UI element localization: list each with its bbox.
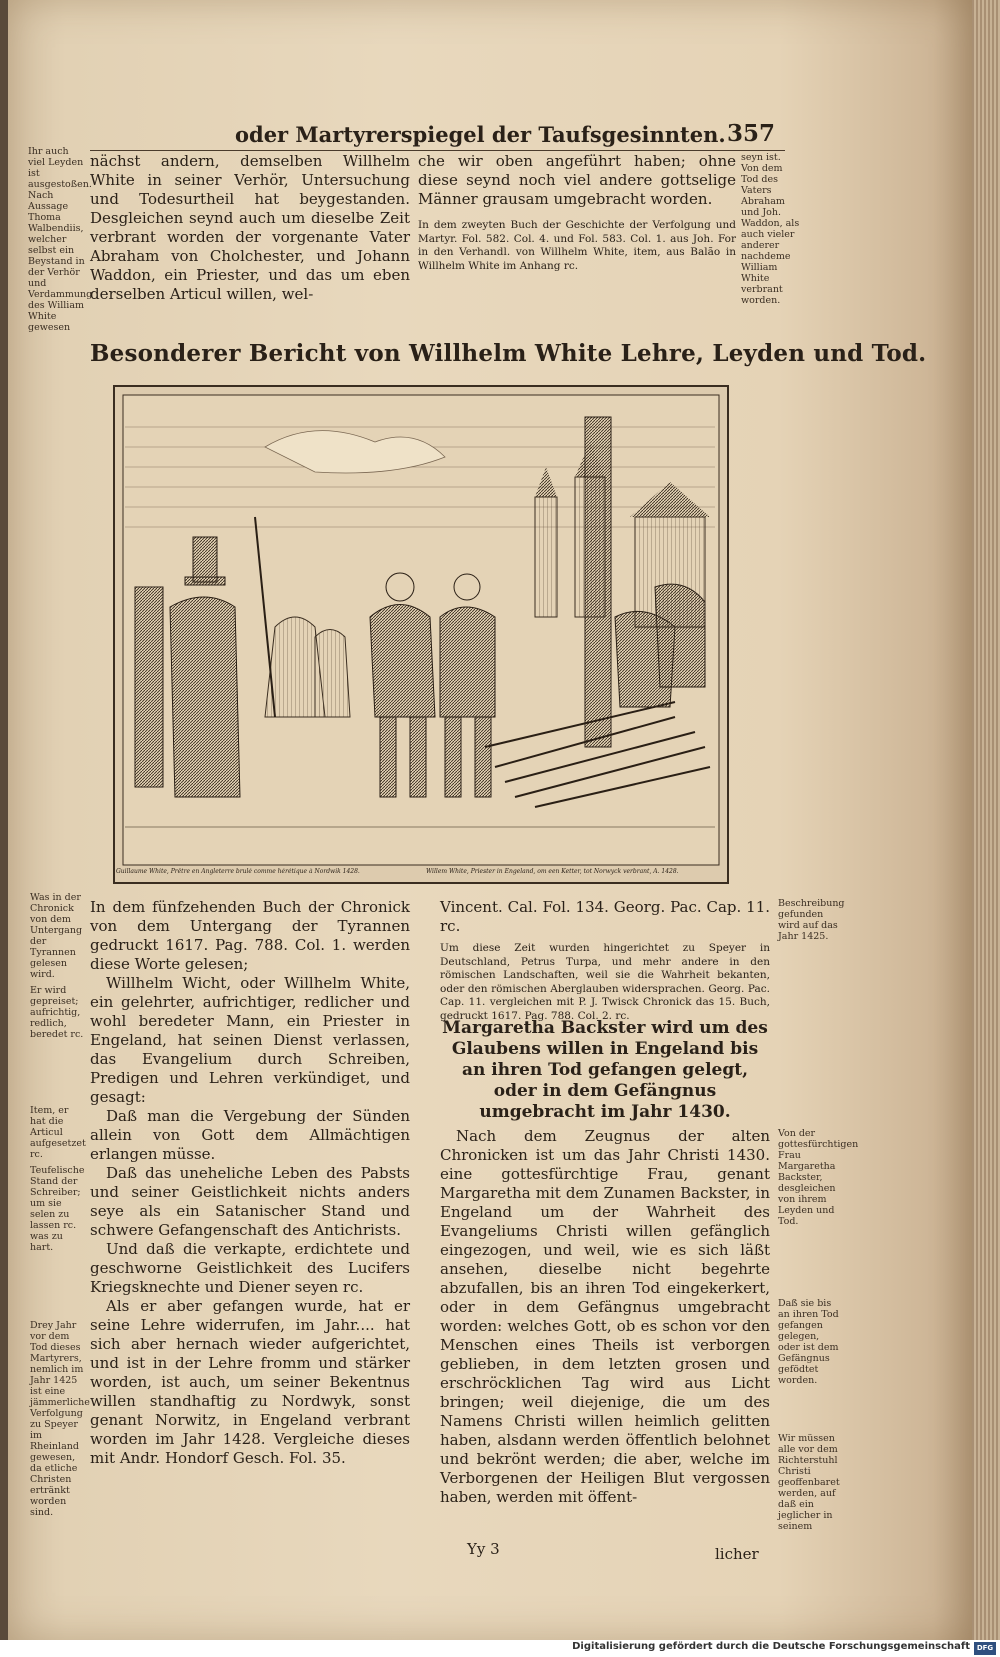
top-right-text: che wir oben angeführt haben; ohne diese seynd noch viel andere gottselige Männer grausam umgebracht worden. xyxy=(418,152,736,208)
subheading-margaretha: Margaretha Backster wird um des Glaubens willen in Engeland bis an ihren Tod gefangen gelegt, oder in dem Gefängnus umgebracht im Jahr 1430. xyxy=(442,1018,768,1122)
dfg-logo-icon: DFG xyxy=(974,1642,996,1655)
margin-note-praised: Er wird gepreiset; aufrichtig, redlich, beredet rc. xyxy=(30,985,84,1040)
top-left-text: nächst andern, demselben Willhelm White in seiner Verhör, Untersuchung und Todesurtheil hat beygestanden. Desgleichen seynd auch um dieselbe Zeit verbrant worden der vorgenante Vater Abraham von Cholchester, und Johann Waddon, ein Priester, und das um eben derselben Articul willen, wel- xyxy=(90,152,410,303)
signature-mark: Yy 3 xyxy=(467,1540,500,1558)
margin-note-judgment: Wir müssen alle vor dem Richterstuhl Christi geoffenbaret werden, auf daß ein jeglicher in seinem xyxy=(778,1433,840,1532)
paragraph-forgiveness: Daß man die Vergebung der Sünden allein von Gott dem Allmächtigen erlangen müsse. xyxy=(90,1107,410,1163)
bottom-right-column-top xyxy=(440,898,770,1023)
footnote-speyer: Um diese Zeit wurden hingerichtet zu Speyer in Deutschland, Petrus Turpa, und mehr andere in den römischen Landschaften, weil sie die Wahrheit bekanten, oder den römischen Aberglauben widersprachen. Georg. Pac. Cap. 11. vergleichen mit P. J. Twisck Chronick das 15. Buch, gedruckt 1617. Pag. 788. Col. 2. rc. xyxy=(440,942,770,1022)
paragraph-pope: Daß das uneheliche Leben des Pabsts und seiner Geistlichkeit nichts anders seye als ein Satanischer Stand und schwere Gefangenschaft des Antichrists. xyxy=(90,1164,410,1239)
engraving-illustration xyxy=(113,385,729,884)
top-right-reference: In dem zweyten Buch der Geschichte der Verfolgung und Martyr. Fol. 582. Col. 4. und Fol. 583. Col. 1. aus Joh. For in den Verhandl. von Willhelm White, item, aus Balão in Willhelm White im Anhang rc. xyxy=(418,219,736,272)
paragraph-margaretha: Nach dem Zeugnus der alten Chronicken ist um das Jahr Christi 1430. eine gottesfürchtige Frau, genant Margaretha mit dem Zunamen Backster, in Engeland um der Wahrheit des Evangeliums Christi willen gefänglich eingezogen, und weil, wie es sich läßt ansehen, dieselbe nicht begehrte abzufallen, bis an ihren Tod eingekerkert, oder in dem Gefängnus umgebracht worden: welches Gott, ob es schon vor den Menschen eines Theils ist verborgen geblieben, in dem letzten grosen und erschröcklichen Tag wird aus Licht bringen; weil diejenige, die um des Namens Christi willen heimlich gelitten haben, alsdann werden öffentlich belohnet und bekrönt werden; die aber, welche im Verborgenen der Heiligen Blut vergossen haben, werden mit öffent- xyxy=(440,1127,770,1506)
page-number: 357 xyxy=(727,120,776,147)
reference-line: Vincent. Cal. Fol. 134. Georg. Pac. Cap. 11. rc. xyxy=(440,898,770,935)
margin-note-articles: Item, er hat die Articul aufgesetzet rc. xyxy=(30,1105,86,1160)
digitization-notice: Digitalisierung gefördert durch die Deutsche Forschungsgemeinschaft xyxy=(572,1641,970,1652)
margin-note-description: Beschreibung gefunden wird auf das Jahr 1425. xyxy=(778,898,845,942)
section-heading: Besonderer Bericht von Willhelm White Lehre, Leyden und Tod. xyxy=(90,340,927,367)
margin-note-chronicle: Was in der Chronick von dem Untergang der Tyrannen gelesen wird. xyxy=(30,892,83,980)
engraving-caption-french: Guillaume White, Prêtre en Angleterre brulé comme hérétique à Nordwik 1428. xyxy=(116,868,360,875)
margin-note-top-right: seyn ist. Von dem Tod des Vaters Abraham und Joh. Waddon, als auch vieler anderer nachdeme William White verbrant worden. xyxy=(741,152,800,306)
paragraph-wicht: Willhelm Wicht, oder Willhelm White, ein gelehrter, aufrichtiger, redlicher und wohl beredeter Mann, ein Priester in Engeland, hat seinen Dienst verlassen, das Evangelium durch Schreiben, Predigen und Lehren verkündiget, und gesagt: xyxy=(90,974,410,1106)
paragraph-chronicle: In dem fünfzehenden Buch der Chronick von dem Untergang der Tyrannen gedruckt 1617. Pag. 788. Col. 1. werden diese Worte gelesen; xyxy=(90,898,410,973)
margin-note-imprisoned: Daß sie bis an ihren Tod gefangen gelegen, oder ist dem Gefängnus gefödtet worden. xyxy=(778,1298,839,1386)
top-left-column xyxy=(90,152,410,304)
top-right-column xyxy=(418,152,736,273)
header-rule xyxy=(90,150,785,151)
bottom-left-column xyxy=(90,898,410,1468)
page-stack-edge xyxy=(972,0,1000,1640)
execution-scene-image xyxy=(115,387,727,882)
margin-note-devilish: Teufelische Stand der Schreiber; um sie selen zu lassen rc. was zu hart. xyxy=(30,1165,85,1253)
paragraph-captured: Als er aber gefangen wurde, hat er seine Lehre widerrufen, im Jahr.... hat sich aber hernach wieder aufgerichtet, und ist in der Lehre fromm und stärker worden, ist auch, um seiner Bekentnus willen standhaftig zu Nordwyk, sonst genant Norwitz, in Engeland verbrant worden im Jahr 1428. Vergleiche dieses mit Andr. Hondorf Gesch. Fol. 35. xyxy=(90,1297,410,1467)
paragraph-clergy: Und daß die verkapte, erdichtete und geschworne Geistlichkeit des Lucifers Kriegsknechte und Diener seyen rc. xyxy=(90,1240,410,1296)
margin-note-three-years: Drey Jahr vor dem Tod dieses Martyrers, nemlich im Jahr 1425 ist eine jämmerliche Verfolgung zu Speyer im Rheinland gewesen, da etliche Christen ertränkt worden sind. xyxy=(30,1320,90,1518)
running-title: oder Martyrerspiegel der Taufsgesinnten. xyxy=(235,122,726,147)
catchword: licher xyxy=(715,1545,759,1563)
engraving-caption-dutch: Willem White, Priester in Engeland, om een Ketter, tot Norwyck verbrant, A. 1428. xyxy=(426,868,679,875)
margin-note-top-left: Ihr auch viel Leyden ist ausgestoßen. Nach Aussage Thoma Walbendiis, welcher selbst ein Beystand in der Verhör und Verdammung des William White gewesen xyxy=(28,146,93,333)
bottom-right-column-body xyxy=(440,1127,770,1507)
margin-note-margaretha: Von der gottesfürchtigen Frau Margaretha Backster, desgleichen von ihrem Leyden und Tod. xyxy=(778,1128,859,1227)
